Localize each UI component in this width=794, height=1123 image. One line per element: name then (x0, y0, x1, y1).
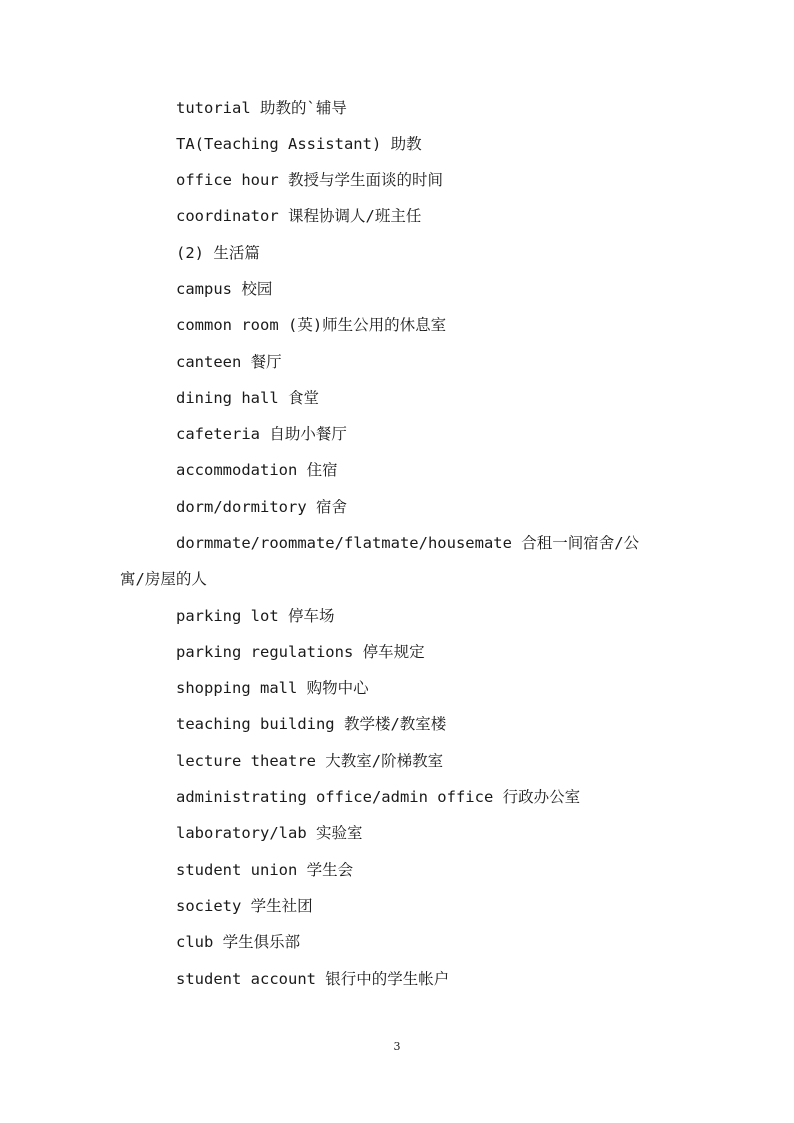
vocab-line: club 学生俱乐部 (176, 933, 301, 951)
vocab-line: parking regulations 停车规定 (176, 643, 425, 661)
vocab-line: TA(Teaching Assistant) 助教 (176, 135, 422, 153)
vocab-line: dormmate/roommate/flatmate/housemate 合租一间宿舍/公 (176, 534, 640, 552)
vocab-line: shopping mall 购物中心 (176, 679, 369, 697)
vocab-line: parking lot 停车场 (176, 607, 335, 625)
vocab-line: common room (英)师生公用的休息室 (176, 316, 447, 334)
vocab-line: office hour 教授与学生面谈的时间 (176, 171, 443, 189)
vocab-line: teaching building 教学楼/教室楼 (176, 715, 447, 733)
vocab-line: accommodation 住宿 (176, 461, 338, 479)
vocab-line: dining hall 食堂 (176, 389, 319, 407)
page-number: 3 (393, 1040, 401, 1053)
section-heading: (2) 生活篇 (176, 244, 260, 262)
vocab-line: dorm/dormitory 宿舍 (176, 498, 347, 516)
vocab-line: laboratory/lab 实验室 (176, 824, 363, 842)
vocab-line: canteen 餐厅 (176, 353, 282, 371)
vocab-line: campus 校园 (176, 280, 273, 298)
vocab-line: lecture theatre 大教室/阶梯教室 (176, 752, 444, 770)
vocab-line: student union 学生会 (176, 861, 354, 879)
vocab-line: cafeteria 自助小餐厅 (176, 425, 347, 443)
vocab-line-continuation: 寓/房屋的人 (120, 570, 207, 588)
vocab-line: society 学生社团 (176, 897, 313, 915)
vocab-line: administrating office/admin office 行政办公室 (176, 788, 581, 806)
vocab-line: tutorial 助教的`辅导 (176, 99, 347, 117)
vocab-line: student account 银行中的学生帐户 (176, 970, 450, 988)
vocab-line: coordinator 课程协调人/班主任 (176, 207, 422, 225)
